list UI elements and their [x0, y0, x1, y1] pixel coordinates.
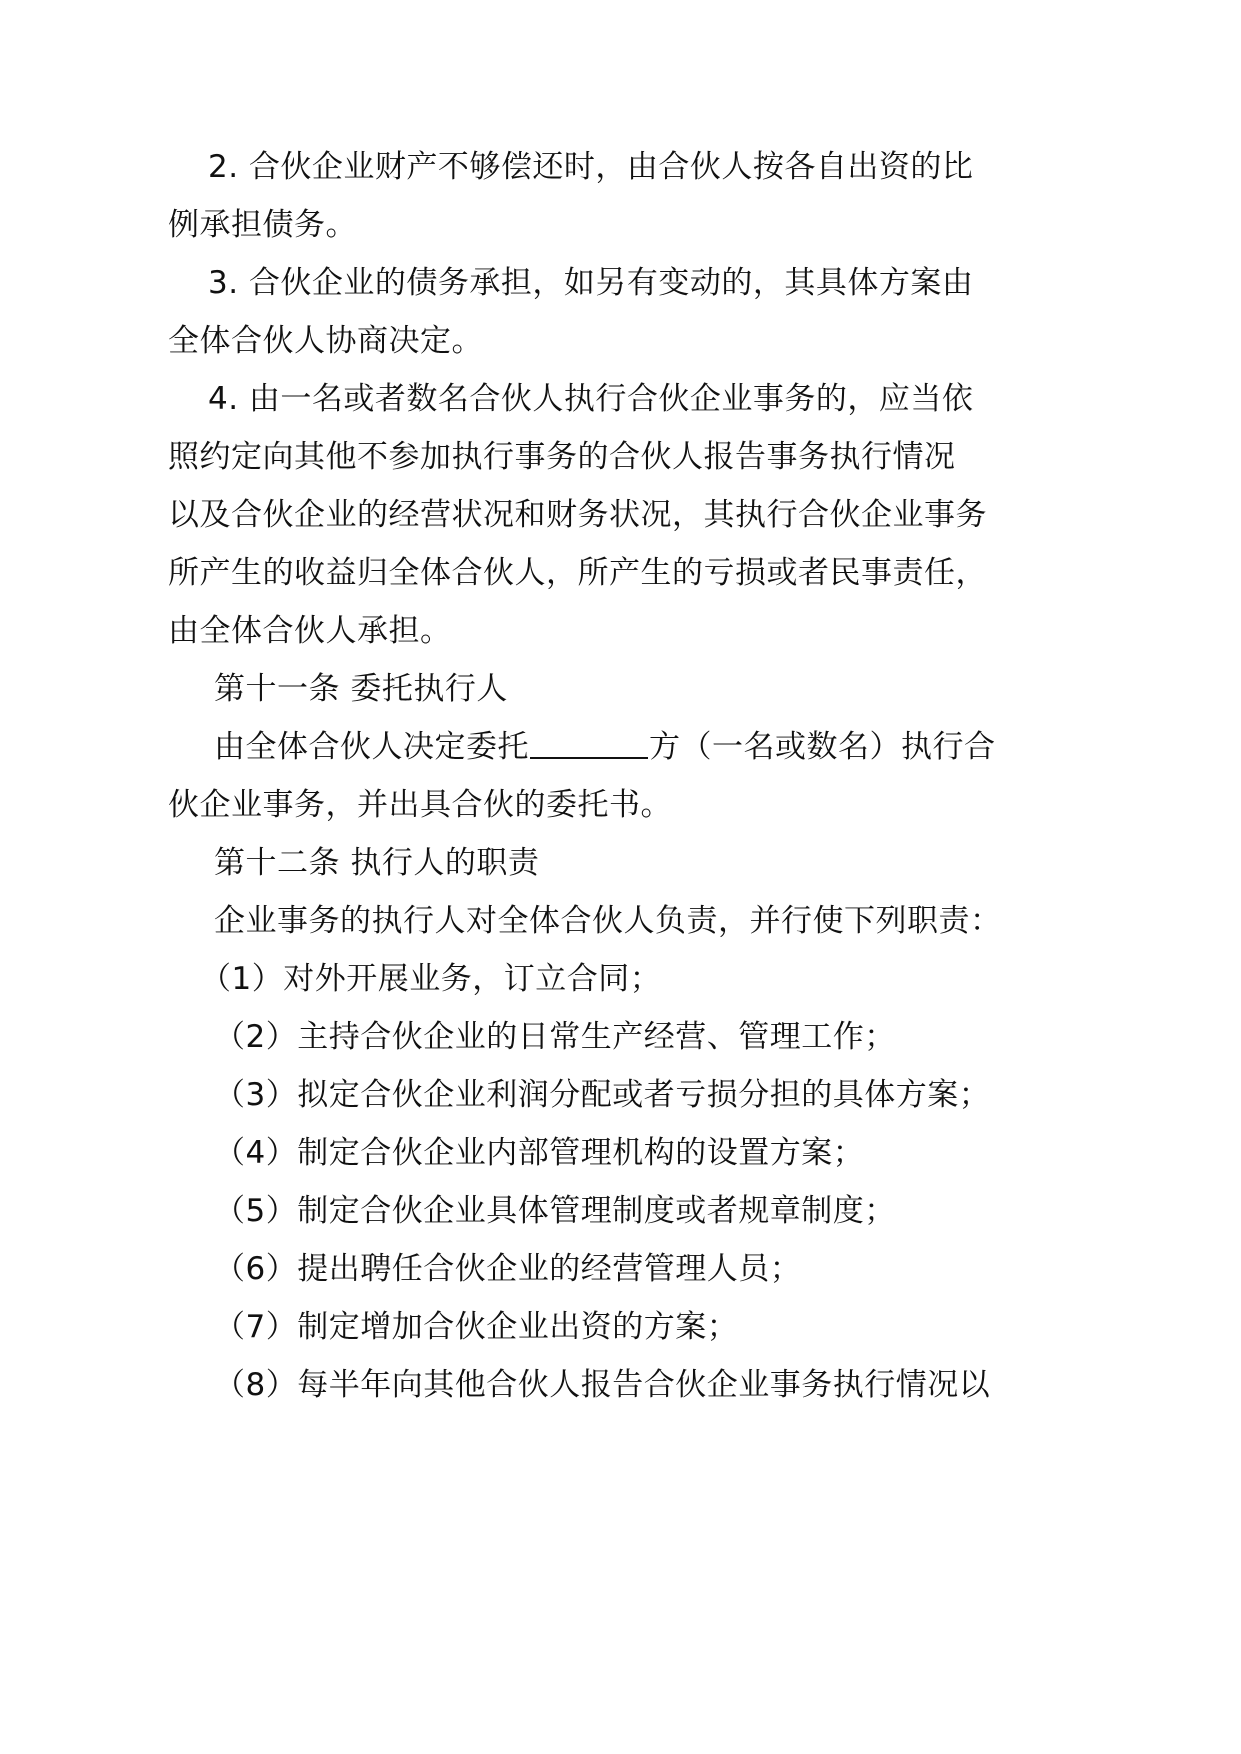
article-12-heading: 第十二条 执行人的职责	[214, 845, 540, 881]
fill-in-blank[interactable]	[530, 727, 648, 759]
clause-10-item-4-line-5: 由全体合伙人承担。	[168, 613, 452, 649]
article-11-body-line-2: 伙企业事务，并出具合伙的委托书。	[168, 787, 672, 823]
clause-10-item-4-line-3: 以及合伙企业的经营状况和财务状况，其执行合伙企业事务	[168, 497, 987, 533]
duty-item-4: （4）制定合伙企业内部管理机构的设置方案；	[214, 1135, 865, 1171]
duty-item-1: （1）对外开展业务，订立合同；	[200, 961, 662, 997]
clause-10-item-2-line-1: 2. 合伙企业财产不够偿还时，由合伙人按各自出资的比	[208, 149, 974, 185]
duty-item-5: （5）制定合伙企业具体管理制度或者规章制度；	[214, 1193, 896, 1229]
duty-item-3: （3）拟定合伙企业利润分配或者亏损分担的具体方案；	[214, 1077, 991, 1113]
article-11-heading: 第十一条 委托执行人	[214, 671, 508, 707]
duty-item-2: （2）主持合伙企业的日常生产经营、管理工作；	[214, 1019, 896, 1055]
duty-item-8: （8）每半年向其他合伙人报告合伙企业事务执行情况以	[214, 1367, 991, 1403]
article-11-text-before-blank: 由全体合伙人决定委托	[214, 729, 529, 765]
duty-item-7: （7）制定增加合伙企业出资的方案；	[214, 1309, 739, 1345]
article-12-intro: 企业事务的执行人对全体合伙人负责，并行使下列职责：	[214, 903, 1002, 939]
clause-10-item-3-line-1: 3. 合伙企业的债务承担，如另有变动的，其具体方案由	[208, 265, 974, 301]
clause-10-item-4-line-2: 照约定向其他不参加执行事务的合伙人报告事务执行情况	[168, 439, 956, 475]
clause-10-item-2-line-2: 例承担债务。	[168, 207, 357, 243]
clause-10-item-3-line-2: 全体合伙人协商决定。	[168, 323, 483, 359]
article-11-body-line-1	[214, 724, 996, 770]
clause-10-item-4-line-1: 4. 由一名或者数名合伙人执行合伙企业事务的，应当依	[208, 381, 974, 417]
clause-10-item-4-line-4: 所产生的收益归全体合伙人，所产生的亏损或者民事责任，	[168, 555, 987, 591]
article-11-text-after-blank: 方（一名或数名）执行合	[649, 729, 996, 765]
duty-item-6: （6）提出聘任合伙企业的经营管理人员；	[214, 1251, 802, 1287]
